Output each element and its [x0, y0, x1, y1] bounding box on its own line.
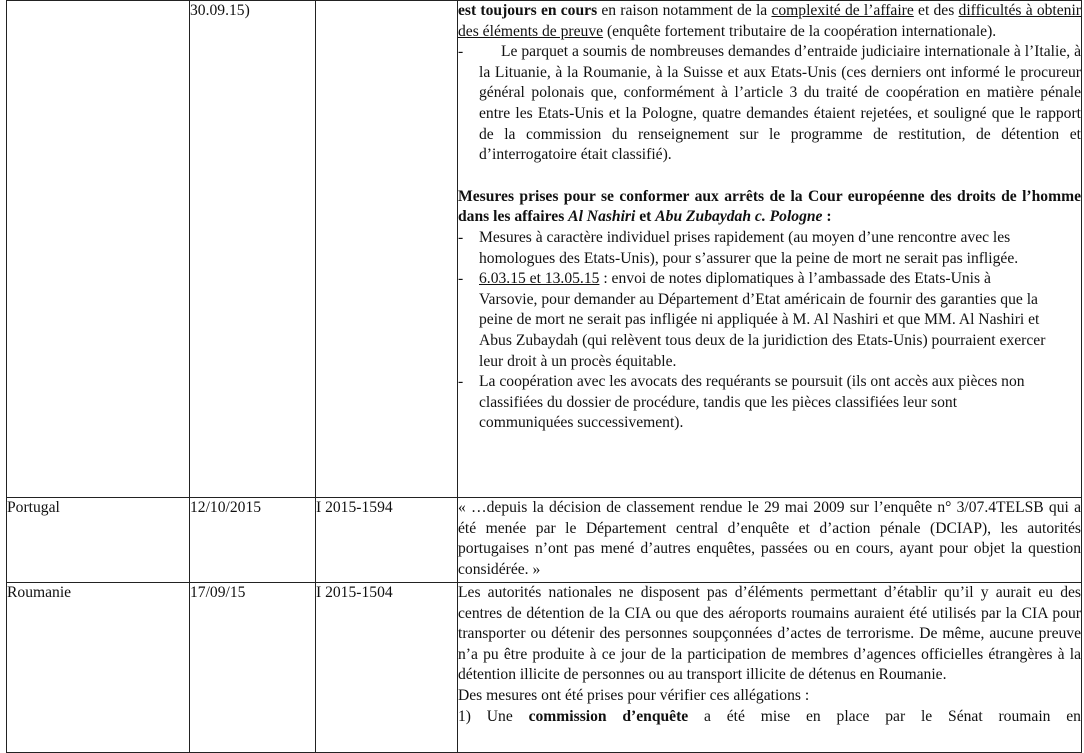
spacer: [458, 166, 1081, 187]
text-fragment: (enquête fortement tributaire de la coopération internationale).: [603, 22, 997, 40]
bold-status: est toujours en cours: [458, 2, 598, 19]
content-cell: [458, 583, 1082, 753]
text-fragment: :: [822, 208, 832, 226]
dash-bullet: -: [458, 228, 464, 246]
portugal-reply-text: « …depuis la décision de classement rendue le 29 mai 2009 sur l’enquête n° 3/07.4TELSB qui a été menée par le Département central d’enquête et d’action pénale (DCIAP), les autorités portugaises n’ont pas mené d’autres enquêtes, passées ou en cours, ayant pour objet la question considérée. »: [458, 499, 1081, 578]
case-name: Abu Zubaydah c. Pologne: [655, 208, 823, 226]
underlined-complexity: complexité de l’affaire: [771, 2, 914, 19]
text-fragment: Mesures prises pour se conformer aux arrêts de la Cour européenne des droits de l’homme dans les affaires: [458, 187, 1081, 226]
underlined-dates: 6.03.15 et 13.05.15: [479, 270, 600, 288]
reply-date: 17/09/15: [190, 584, 246, 601]
list-item-individual-measures: [458, 228, 1081, 269]
list-item-lawyer-cooperation: [458, 372, 1081, 434]
text-fragment: : envoi de notes diplomatiques à l’ambassade des Etats-Unis à Varsovie, pour demander au Département d’Etat américain de fournir des garanties que la peine de mort ne serait pas infligée ni appliquée à M. Al Nashiri et que MM. Al Nashiri et Abus Zubaydah (qui relèvent tous deux de la juridiction des Etats-Unis) pourraient exercer leur droit à un procès équitable.: [479, 270, 1046, 370]
roumanie-reply-text: Les autorités nationales ne disposent pas d’éléments permettant d’établir qu’il y aurait eu des centres de détention de la CIA ou que des aéroports roumains auraient été utilisés par la CIA pour transporter ou détenir des personnes soupçonnées d’actes de terrorisme. De même, aucune preuve n’a pu être produite à ce jour de la participation de membres d’agences officielles étrangères à la détention illicite de personnes ou au transport illicite de détenus en Roumanie.: [458, 584, 1081, 684]
list-item-mutual-assistance: [458, 42, 1081, 166]
text-fragment: 1) Une: [458, 707, 529, 725]
content-cell: [458, 498, 1082, 583]
text-fragment: en raison notamment de la: [597, 2, 772, 19]
reference-number: I 2015-1594: [316, 499, 393, 516]
list-item-text: La coopération avec les avocats des requérants se poursuit (ils ont accès aux pièces non classifiées du dossier de procédure, tandis que les pièces classifiées leur sont communiquées successivement).: [479, 373, 1025, 432]
reference-number: I 2015-1504: [316, 584, 393, 601]
content-cell: [458, 1, 1082, 498]
table-row-pologne-continued: [7, 1, 1082, 498]
list-item-text: [479, 42, 1081, 166]
underlined-difficulties: difficultés à obtenir des éléments de preuve: [458, 2, 1082, 40]
commission-line: [458, 707, 1081, 728]
list-item-diplomatic-notes: [458, 269, 1081, 372]
section-heading: [458, 187, 1081, 228]
investigation-status-paragraph: [458, 1, 1081, 42]
country-cell: [7, 498, 190, 583]
table-row-portugal: [7, 498, 1082, 583]
country-cell: [7, 583, 190, 753]
country-name: Portugal: [7, 499, 60, 516]
dash-bullet: -: [458, 43, 464, 61]
date-cell: [190, 498, 316, 583]
date-cell: [190, 583, 316, 753]
list-item-text: [479, 269, 1081, 372]
text-fragment: et: [635, 208, 656, 226]
text-fragment: a été mise en place par le Sénat roumain en: [688, 707, 1081, 725]
bold-commission: commission d’enquête: [528, 707, 689, 725]
text-fragment: Le parquet a soumis de nombreuses demandes d’entraide judiciaire internationale à l’Italie, à la Lituanie, à la Roumanie, à la Suisse et aux Etats-Unis (ces derniers ont informé le procureur général polonais que, conformément à l’article 3 du traité de coopération en matière pénale entre les Etats-Unis et la Pologne, quatre demandes étaient rejetées, et souligné que le rapport de la commission du renseignement sur le programme de restitution, de détention et d’interrogatoire était classifié).: [479, 43, 1081, 164]
measures-intro: Des mesures ont été prises pour vérifier ces allégations :: [458, 686, 810, 704]
date-cell: [190, 1, 316, 498]
dash-bullet: -: [458, 270, 464, 288]
dash-bullet: -: [458, 373, 464, 391]
country-name: Roumanie: [7, 584, 72, 601]
country-cell: [7, 1, 190, 498]
case-name: Al Nashiri: [568, 208, 636, 226]
reply-date: 30.09.15): [190, 2, 250, 19]
list-item-text: Mesures à caractère individuel prises rapidement (au moyen d’une rencontre avec les homologues des Etats-Unis), pour s’assurer que la peine de mort ne serait pas infligée.: [479, 228, 1019, 267]
reference-cell: [316, 1, 458, 498]
reference-cell: [316, 583, 458, 753]
text-fragment: et des: [913, 2, 959, 19]
document-table: [6, 0, 1082, 753]
table-row-roumanie: [7, 583, 1082, 753]
reply-date: 12/10/2015: [190, 499, 262, 516]
reference-cell: [316, 498, 458, 583]
